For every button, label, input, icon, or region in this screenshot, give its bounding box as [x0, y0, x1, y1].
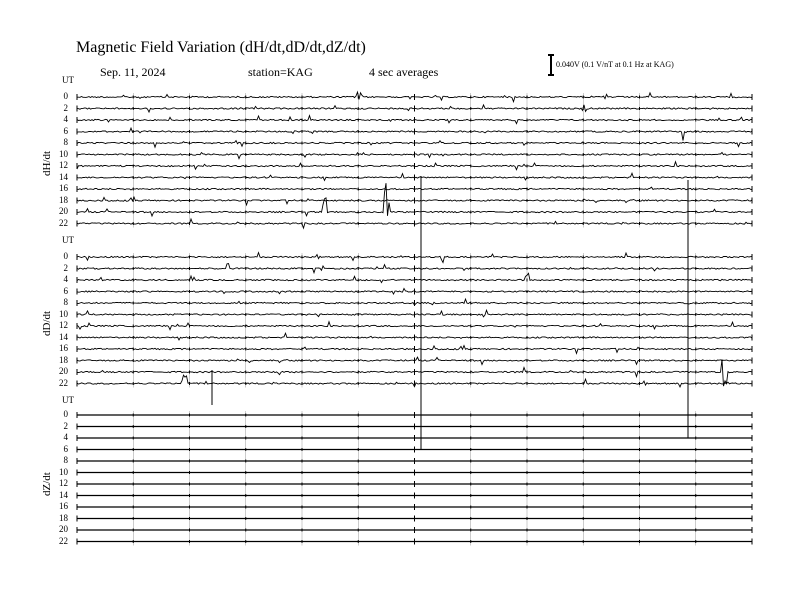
row-label-dDdt-18: 18	[59, 354, 68, 365]
row-label-dZdt-20: 20	[59, 524, 68, 534]
row-label-dHdt-20: 20	[59, 206, 68, 216]
row-label-dZdt-18: 18	[59, 512, 68, 523]
row-label-dHdt-6: 6	[63, 125, 68, 136]
station-label: station=KAG	[248, 65, 313, 79]
row-label-dHdt-0: 0	[63, 91, 68, 101]
row-label-dDdt-8: 8	[63, 297, 68, 307]
row-label-dZdt-2: 2	[63, 420, 68, 431]
row-label-dHdt-22: 22	[59, 217, 68, 228]
scale-label: 0.040V (0.1 V/nT at 0.1 Hz at KAG)	[556, 60, 674, 69]
row-label-dHdt-2: 2	[63, 102, 68, 113]
row-label-dDdt-10: 10	[59, 308, 68, 319]
ylabel-dh: dH/dt	[41, 150, 53, 176]
averaging-label: 4 sec averages	[369, 65, 439, 79]
row-label-dHdt-4: 4	[63, 114, 68, 124]
row-label-dHdt-12: 12	[59, 160, 68, 170]
row-label-dDdt-2: 2	[63, 262, 68, 273]
row-label-dDdt-22: 22	[59, 377, 68, 388]
row-label-dHdt-14: 14	[59, 171, 68, 182]
row-label-dDdt-16: 16	[59, 343, 68, 353]
row-label-dHdt-18: 18	[59, 194, 68, 205]
ut-label-dh: UT	[62, 75, 74, 85]
row-label-dZdt-6: 6	[63, 443, 68, 454]
row-label-dDdt-14: 14	[59, 331, 68, 342]
row-label-dDdt-4: 4	[63, 274, 68, 284]
row-label-dHdt-10: 10	[59, 148, 68, 159]
row-label-dHdt-8: 8	[63, 137, 68, 147]
ylabel-dz: dZ/dt	[41, 472, 53, 496]
row-label-dDdt-12: 12	[59, 320, 68, 330]
chart-title: Magnetic Field Variation (dH/dt,dD/dt,dZ/dt)	[76, 39, 366, 56]
row-label-dZdt-12: 12	[59, 478, 68, 488]
row-label-dZdt-4: 4	[63, 432, 68, 442]
row-label-dZdt-8: 8	[63, 455, 68, 465]
ut-label-dz: UT	[62, 395, 74, 405]
row-label-dDdt-0: 0	[63, 251, 68, 261]
row-label-dZdt-16: 16	[59, 501, 68, 511]
row-label-dDdt-20: 20	[59, 366, 68, 376]
row-label-dHdt-16: 16	[59, 183, 68, 193]
row-label-dDdt-6: 6	[63, 285, 68, 296]
row-label-dZdt-10: 10	[59, 466, 68, 477]
row-label-dZdt-0: 0	[63, 409, 68, 419]
row-label-dZdt-22: 22	[59, 535, 68, 546]
date-label: Sep. 11, 2024	[100, 65, 166, 79]
ylabel-dd: dD/dt	[41, 310, 53, 336]
ut-label-dd: UT	[62, 235, 74, 245]
row-label-dZdt-14: 14	[59, 489, 68, 500]
